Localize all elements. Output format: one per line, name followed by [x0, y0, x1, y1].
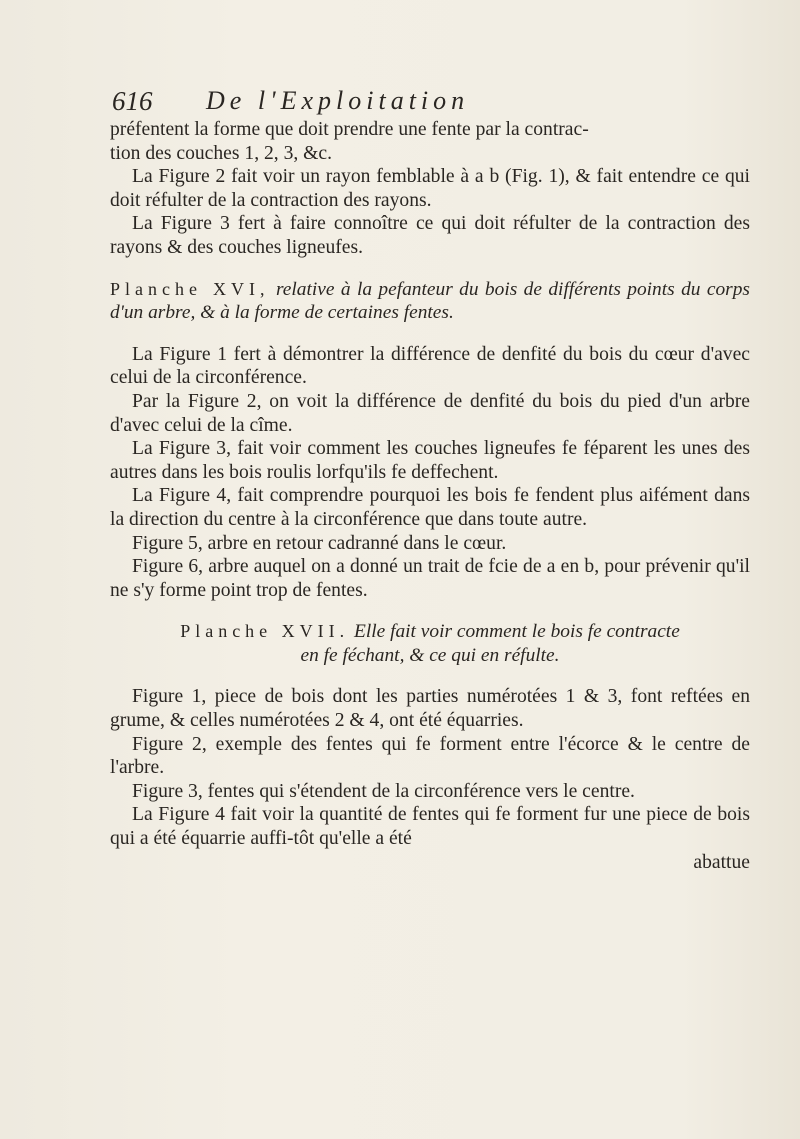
- plate-heading: [110, 278, 750, 325]
- paragraph: La Figure 3 fert à faire connoître ce qui doit réfulter de la contraction des rayons & des couches ligneufes.: [110, 213, 750, 258]
- paragraph: La Figure 2 fait voir un rayon femblable à a b (Fig. 1), & fait entendre ce qui doit réfulter de la contraction des rayons.: [110, 166, 750, 211]
- running-title: De l'Exploitation: [206, 86, 470, 115]
- paragraph: La Figure 4 fait voir la quantité de fentes qui fe forment fur une piece de bois qui a été équarrie auffi-tôt qu'elle a été: [110, 804, 750, 850]
- paragraph: Figure 1, piece de bois dont les parties numérotées 1 & 3, font reftées en grume, & celles numérotées 2 & 4, ont été équarries.: [110, 686, 750, 732]
- plate-description: relative à la pefanteur du bois de différents points du corps d'un arbre, & à la forme de certaines fentes.: [110, 278, 750, 324]
- paragraph: tion des couches 1, 2, 3, &c.: [110, 142, 333, 164]
- paragraph: La Figure 4, fait comprendre pourquoi les bois fe fendent plus aifément dans la direction du centre à la circonférence que dans toute autre.: [110, 485, 750, 530]
- plate-label: Planche XVII.: [180, 621, 350, 642]
- running-head: [112, 86, 672, 120]
- plate-description-line: en fe féchant, & ce qui en réfulte.: [300, 644, 560, 666]
- paragraph: Figure 2, exemple des fentes qui fe forment entre l'écorce & le centre de l'arbre.: [110, 733, 750, 779]
- paragraph: Figure 6, arbre auquel on a donné un trait de fcie de a en b, pour prévenir qu'il ne s'y forme point trop de fentes.: [110, 556, 750, 601]
- plate-description: Elle fait voir comment le bois fe contracte: [354, 621, 680, 643]
- paragraph: La Figure 3, fait voir comment les couches ligneufes fe féparent les unes des autres dans les bois roulis lorfqu'ils fe deffechent.: [110, 438, 750, 483]
- plate-label: Planche XVI,: [110, 278, 270, 299]
- plate-heading: [110, 620, 750, 644]
- paragraph: Figure 3, fentes qui s'étendent de la circonférence vers le centre.: [132, 780, 635, 802]
- paragraph: Par la Figure 2, on voit la différence de denfité du bois du pied d'un arbre d'avec celui de la cîme.: [110, 390, 750, 436]
- paragraph: préfentent la forme que doit prendre une fente par la contrac-: [110, 119, 589, 140]
- paragraph: Figure 5, arbre en retour cadranné dans le cœur.: [132, 532, 507, 554]
- body-text: [110, 118, 750, 874]
- page-number: 616: [112, 86, 153, 116]
- catchword: abattue: [693, 851, 750, 873]
- paragraph: La Figure 1 fert à démontrer la différence de denfité du bois du cœur d'avec celui de la circonférence.: [110, 343, 750, 389]
